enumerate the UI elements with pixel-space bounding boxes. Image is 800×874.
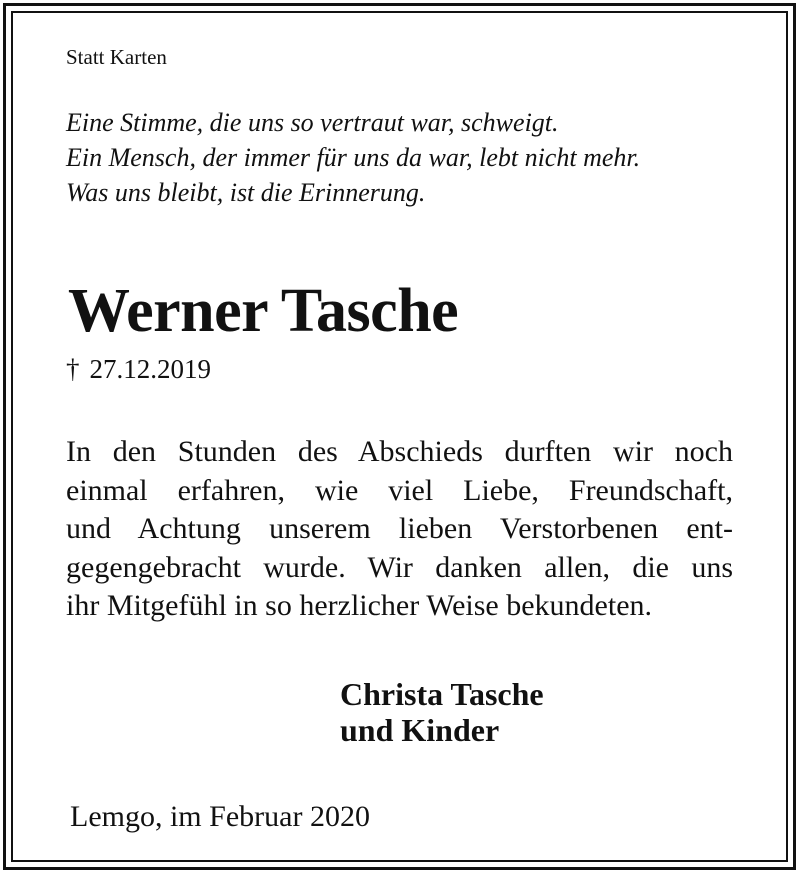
verse-line: Was uns bleibt, ist die Erinnerung. (66, 178, 426, 207)
body-line: und Achtung unserem lieben Verstorbenen ent- (66, 512, 733, 545)
body-line: gegengebracht wurde. Wir danken allen, die uns (66, 550, 733, 584)
death-date: 27.12.2019 (89, 354, 211, 384)
body-line: ihr Mitgefühl in so herzlicher Weise bekundeten. (66, 589, 653, 622)
signature-block (340, 676, 544, 748)
signature-line: und Kinder (340, 712, 500, 748)
thank-you-text (66, 433, 733, 626)
deceased-name: Werner Tasche (68, 277, 459, 345)
verse-line: Eine Stimme, die uns so vertraut war, schweigt. (66, 108, 559, 137)
death-line (66, 354, 211, 385)
verse-block (66, 105, 640, 210)
signature-line: Christa Tasche (340, 676, 544, 712)
cross-icon: † (66, 354, 80, 384)
body-line: In den Stunden des Abschieds durften wir noch (66, 435, 733, 468)
body-line: einmal erfahren, wie viel Liebe, Freundschaft, (66, 473, 733, 507)
preface-text: Statt Karten (66, 45, 167, 69)
place-date: Lemgo, im Februar 2020 (70, 800, 370, 833)
verse-line: Ein Mensch, der immer für uns da war, lebt nicht mehr. (66, 143, 641, 172)
